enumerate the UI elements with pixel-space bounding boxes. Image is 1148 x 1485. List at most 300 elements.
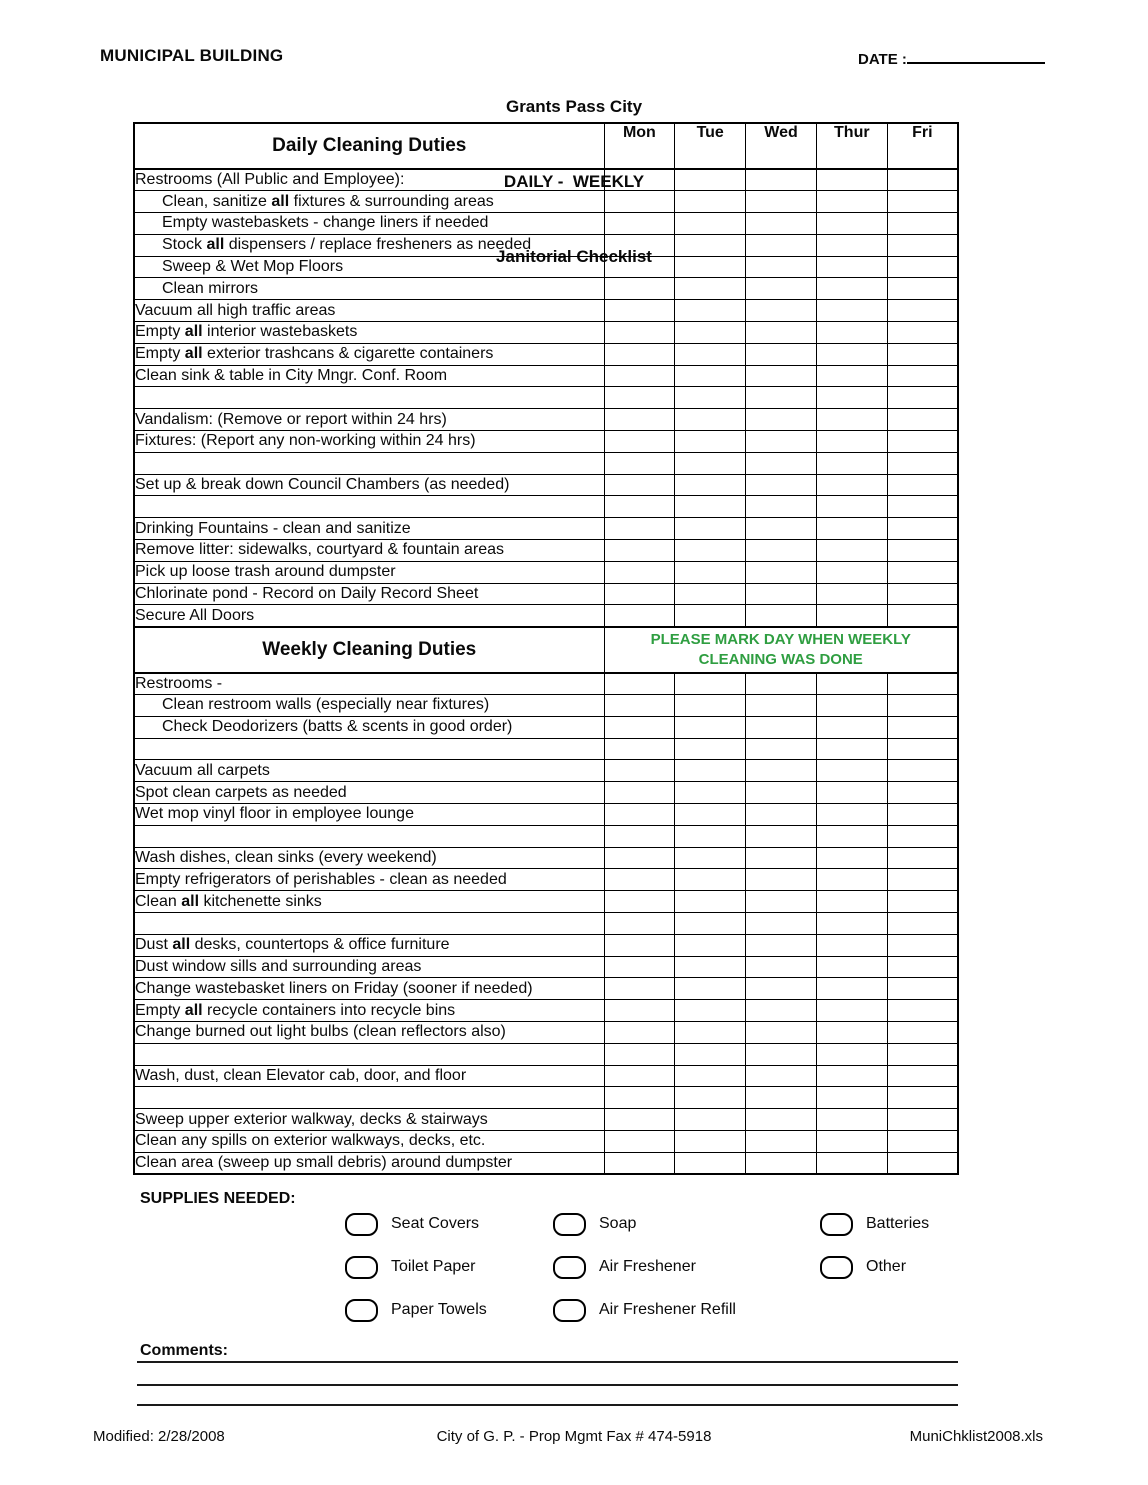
weekly-task-row [134,1021,958,1043]
empty-task-cell [134,1087,604,1109]
day-mark-cell-wed[interactable] [746,782,817,804]
day-mark-cell-mon[interactable] [604,716,675,738]
day-mark-cell-tue[interactable] [675,496,746,518]
task-cell: Stock all dispensers / replace fresheners as needed [134,234,604,256]
day-mark-cell-mon[interactable] [604,1130,675,1152]
comments-rule-line[interactable] [137,1361,958,1363]
day-mark-cell-fri[interactable] [887,518,958,540]
day-mark-cell-tue[interactable] [675,300,746,322]
day-header-tue: Tue [675,123,746,169]
day-mark-cell-tue[interactable] [675,891,746,913]
day-mark-cell-thur[interactable] [816,474,887,496]
day-mark-cell-wed[interactable] [746,1109,817,1131]
day-mark-cell-thur[interactable] [816,561,887,583]
day-mark-cell-mon[interactable] [604,387,675,409]
day-mark-cell-tue[interactable] [675,695,746,717]
supply-checkbox-oval[interactable] [345,1256,378,1279]
day-mark-cell-thur[interactable] [816,716,887,738]
day-mark-cell-tue[interactable] [675,804,746,826]
comments-write-line[interactable] [137,1384,958,1386]
day-mark-cell-fri[interactable] [887,387,958,409]
day-mark-cell-tue[interactable] [675,431,746,453]
day-mark-cell-fri[interactable] [887,1000,958,1022]
day-mark-cell-wed[interactable] [746,322,817,344]
day-mark-cell-thur[interactable] [816,825,887,847]
day-mark-cell-thur[interactable] [816,760,887,782]
daily-blank-row [134,452,958,474]
day-mark-cell-thur[interactable] [816,431,887,453]
day-mark-cell-mon[interactable] [604,343,675,365]
day-mark-cell-fri[interactable] [887,561,958,583]
day-mark-cell-fri[interactable] [887,1152,958,1174]
day-mark-cell-fri[interactable] [887,782,958,804]
day-mark-cell-tue[interactable] [675,847,746,869]
day-mark-cell-wed[interactable] [746,387,817,409]
day-mark-cell-tue[interactable] [675,760,746,782]
day-mark-cell-thur[interactable] [816,256,887,278]
day-mark-cell-tue[interactable] [675,673,746,695]
supply-option [345,1296,487,1324]
day-mark-cell-thur[interactable] [816,365,887,387]
day-mark-cell-tue[interactable] [675,1109,746,1131]
supplies-column-3 [820,1210,929,1296]
day-mark-cell-thur[interactable] [816,804,887,826]
day-mark-cell-tue[interactable] [675,605,746,627]
day-mark-cell-wed[interactable] [746,1087,817,1109]
daily-task-row [134,409,958,431]
day-mark-cell-wed[interactable] [746,213,817,235]
day-mark-cell-mon[interactable] [604,956,675,978]
day-mark-cell-tue[interactable] [675,234,746,256]
supply-checkbox-oval[interactable] [553,1299,586,1322]
task-cell: Clean all kitchenette sinks [134,891,604,913]
task-cell: Clean mirrors [134,278,604,300]
day-mark-cell-thur[interactable] [816,978,887,1000]
day-mark-cell-wed[interactable] [746,474,817,496]
weekly-task-row [134,978,958,1000]
day-mark-cell-thur[interactable] [816,213,887,235]
task-cell: Dust all desks, countertops & office furniture [134,934,604,956]
date-label: DATE : [858,51,907,68]
day-mark-cell-wed[interactable] [746,716,817,738]
task-cell: Clean, sanitize all fixtures & surrounding areas [134,191,604,213]
day-mark-cell-wed[interactable] [746,409,817,431]
day-mark-cell-tue[interactable] [675,540,746,562]
day-mark-cell-tue[interactable] [675,256,746,278]
day-mark-cell-wed[interactable] [746,695,817,717]
day-mark-cell-tue[interactable] [675,956,746,978]
daily-duties-title-row [134,123,958,169]
day-mark-cell-thur[interactable] [816,496,887,518]
day-mark-cell-thur[interactable] [816,540,887,562]
supply-checkbox-oval[interactable] [820,1213,853,1236]
day-mark-cell-thur[interactable] [816,891,887,913]
task-cell: Fixtures: (Report any non-working within 24 hrs) [134,431,604,453]
day-mark-cell-wed[interactable] [746,583,817,605]
day-mark-cell-fri[interactable] [887,913,958,935]
day-mark-cell-wed[interactable] [746,605,817,627]
day-mark-cell-thur[interactable] [816,913,887,935]
weekly-blank-row [134,913,958,935]
supply-option [345,1253,487,1281]
day-mark-cell-wed[interactable] [746,673,817,695]
day-mark-cell-thur[interactable] [816,583,887,605]
day-mark-cell-tue[interactable] [675,782,746,804]
day-mark-cell-mon[interactable] [604,738,675,760]
day-mark-cell-mon[interactable] [604,256,675,278]
day-mark-cell-wed[interactable] [746,1065,817,1087]
day-mark-cell-mon[interactable] [604,1152,675,1174]
day-mark-cell-fri[interactable] [887,431,958,453]
supply-label: Air Freshener [599,1258,696,1275]
empty-task-cell [134,825,604,847]
day-mark-cell-mon[interactable] [604,605,675,627]
day-mark-cell-fri[interactable] [887,605,958,627]
day-mark-cell-tue[interactable] [675,913,746,935]
day-mark-cell-mon[interactable] [604,1087,675,1109]
day-mark-cell-fri[interactable] [887,300,958,322]
day-mark-cell-fri[interactable] [887,1043,958,1065]
day-mark-cell-thur[interactable] [816,1109,887,1131]
day-mark-cell-tue[interactable] [675,869,746,891]
supply-checkbox-oval[interactable] [345,1299,378,1322]
day-mark-cell-tue[interactable] [675,474,746,496]
day-mark-cell-tue[interactable] [675,1043,746,1065]
weekly-task-row [134,869,958,891]
comments-write-line[interactable] [137,1404,958,1406]
daily-blank-row [134,496,958,518]
day-mark-cell-tue[interactable] [675,365,746,387]
weekly-blank-row [134,738,958,760]
weekly-task-row [134,1130,958,1152]
supply-label: Seat Covers [391,1215,480,1232]
day-mark-cell-mon[interactable] [604,782,675,804]
day-mark-cell-wed[interactable] [746,913,817,935]
daily-task-row [134,300,958,322]
task-cell: Empty refrigerators of perishables - clean as needed [134,869,604,891]
day-mark-cell-wed[interactable] [746,300,817,322]
day-mark-cell-wed[interactable] [746,760,817,782]
day-header-thur: Thur [816,123,887,169]
task-cell: Wash dishes, clean sinks (every weekend) [134,847,604,869]
day-mark-cell-tue[interactable] [675,583,746,605]
day-mark-cell-fri[interactable] [887,673,958,695]
day-mark-cell-mon[interactable] [604,673,675,695]
day-mark-cell-fri[interactable] [887,213,958,235]
supply-option [553,1253,736,1281]
day-mark-cell-wed[interactable] [746,1152,817,1174]
day-mark-cell-mon[interactable] [604,300,675,322]
day-mark-cell-thur[interactable] [816,738,887,760]
day-mark-cell-thur[interactable] [816,1130,887,1152]
day-mark-cell-mon[interactable] [604,540,675,562]
day-mark-cell-thur[interactable] [816,343,887,365]
day-mark-cell-wed[interactable] [746,738,817,760]
daily-task-row [134,169,958,191]
day-mark-cell-mon[interactable] [604,825,675,847]
task-cell: Vacuum all high traffic areas [134,300,604,322]
day-mark-cell-tue[interactable] [675,716,746,738]
daily-task-row [134,191,958,213]
date-blank-line[interactable] [907,48,1045,64]
day-mark-cell-thur[interactable] [816,234,887,256]
day-mark-cell-mon[interactable] [604,191,675,213]
day-mark-cell-tue[interactable] [675,409,746,431]
supply-option [345,1210,487,1238]
day-mark-cell-wed[interactable] [746,1021,817,1043]
task-cell: Empty all recycle containers into recycle bins [134,1000,604,1022]
day-mark-cell-tue[interactable] [675,738,746,760]
day-mark-cell-tue[interactable] [675,825,746,847]
day-mark-cell-thur[interactable] [816,387,887,409]
day-mark-cell-mon[interactable] [604,978,675,1000]
day-mark-cell-thur[interactable] [816,191,887,213]
supply-option [820,1210,929,1238]
day-mark-cell-thur[interactable] [816,782,887,804]
day-mark-cell-tue[interactable] [675,169,746,191]
day-mark-cell-tue[interactable] [675,518,746,540]
day-mark-cell-wed[interactable] [746,891,817,913]
daily-task-row [134,256,958,278]
day-mark-cell-wed[interactable] [746,496,817,518]
day-mark-cell-thur[interactable] [816,1000,887,1022]
day-mark-cell-thur[interactable] [816,1152,887,1174]
day-mark-cell-wed[interactable] [746,869,817,891]
day-mark-cell-mon[interactable] [604,474,675,496]
weekly-task-row [134,956,958,978]
day-mark-cell-tue[interactable] [675,278,746,300]
day-mark-cell-tue[interactable] [675,343,746,365]
day-mark-cell-fri[interactable] [887,760,958,782]
day-mark-cell-fri[interactable] [887,409,958,431]
day-mark-cell-thur[interactable] [816,300,887,322]
supply-label: Other [866,1258,907,1275]
day-mark-cell-fri[interactable] [887,191,958,213]
day-mark-cell-tue[interactable] [675,1065,746,1087]
day-mark-cell-mon[interactable] [604,1021,675,1043]
day-mark-cell-mon[interactable] [604,1043,675,1065]
day-mark-cell-fri[interactable] [887,934,958,956]
day-mark-cell-mon[interactable] [604,583,675,605]
day-mark-cell-mon[interactable] [604,760,675,782]
day-mark-cell-fri[interactable] [887,978,958,1000]
day-mark-cell-fri[interactable] [887,738,958,760]
day-mark-cell-fri[interactable] [887,847,958,869]
day-mark-cell-wed[interactable] [746,365,817,387]
day-mark-cell-mon[interactable] [604,891,675,913]
day-mark-cell-mon[interactable] [604,278,675,300]
supply-checkbox-oval[interactable] [345,1213,378,1236]
day-mark-cell-tue[interactable] [675,934,746,956]
day-mark-cell-wed[interactable] [746,540,817,562]
day-mark-cell-fri[interactable] [887,716,958,738]
day-mark-cell-mon[interactable] [604,452,675,474]
day-mark-cell-mon[interactable] [604,1000,675,1022]
day-mark-cell-fri[interactable] [887,825,958,847]
day-mark-cell-thur[interactable] [816,695,887,717]
day-mark-cell-mon[interactable] [604,169,675,191]
task-cell: Empty all interior wastebaskets [134,322,604,344]
day-mark-cell-wed[interactable] [746,343,817,365]
day-mark-cell-thur[interactable] [816,452,887,474]
day-mark-cell-fri[interactable] [887,452,958,474]
day-mark-cell-mon[interactable] [604,561,675,583]
day-mark-cell-tue[interactable] [675,213,746,235]
day-mark-cell-wed[interactable] [746,978,817,1000]
task-cell: Change burned out light bulbs (clean reflectors also) [134,1021,604,1043]
daily-task-row [134,605,958,627]
daily-task-row [134,474,958,496]
day-mark-cell-fri[interactable] [887,474,958,496]
day-mark-cell-fri[interactable] [887,1109,958,1131]
weekly-task-row [134,1000,958,1022]
day-mark-cell-wed[interactable] [746,452,817,474]
day-mark-cell-fri[interactable] [887,365,958,387]
day-mark-cell-thur[interactable] [816,1065,887,1087]
day-mark-cell-fri[interactable] [887,540,958,562]
day-mark-cell-fri[interactable] [887,1087,958,1109]
day-mark-cell-wed[interactable] [746,191,817,213]
day-mark-cell-thur[interactable] [816,278,887,300]
day-mark-cell-tue[interactable] [675,387,746,409]
daily-task-row [134,343,958,365]
day-mark-cell-mon[interactable] [604,496,675,518]
task-cell: Drinking Fountains - clean and sanitize [134,518,604,540]
day-mark-cell-wed[interactable] [746,825,817,847]
day-mark-cell-wed[interactable] [746,431,817,453]
day-mark-cell-wed[interactable] [746,956,817,978]
footer-filename: MuniChklist2008.xls [909,1428,1043,1445]
day-mark-cell-fri[interactable] [887,956,958,978]
day-mark-cell-wed[interactable] [746,256,817,278]
day-mark-cell-tue[interactable] [675,1021,746,1043]
day-mark-cell-fri[interactable] [887,583,958,605]
day-mark-cell-mon[interactable] [604,934,675,956]
day-mark-cell-thur[interactable] [816,1021,887,1043]
weekly-task-row [134,804,958,826]
task-cell: Vandalism: (Remove or report within 24 hrs) [134,409,604,431]
day-mark-cell-mon[interactable] [604,213,675,235]
day-mark-cell-tue[interactable] [675,561,746,583]
day-mark-cell-fri[interactable] [887,496,958,518]
day-mark-cell-mon[interactable] [604,804,675,826]
day-mark-cell-mon[interactable] [604,1065,675,1087]
task-cell: Empty all exterior trashcans & cigarette containers [134,343,604,365]
day-mark-cell-mon[interactable] [604,913,675,935]
supply-checkbox-oval[interactable] [553,1256,586,1279]
day-mark-cell-mon[interactable] [604,409,675,431]
day-mark-cell-thur[interactable] [816,518,887,540]
task-cell: Spot clean carpets as needed [134,782,604,804]
day-mark-cell-fri[interactable] [887,1130,958,1152]
day-mark-cell-thur[interactable] [816,869,887,891]
day-mark-cell-thur[interactable] [816,1043,887,1065]
day-mark-cell-wed[interactable] [746,804,817,826]
day-mark-cell-fri[interactable] [887,1021,958,1043]
day-mark-cell-mon[interactable] [604,1109,675,1131]
day-mark-cell-thur[interactable] [816,322,887,344]
day-mark-cell-tue[interactable] [675,1152,746,1174]
day-mark-cell-wed[interactable] [746,234,817,256]
supply-checkbox-oval[interactable] [553,1213,586,1236]
day-mark-cell-thur[interactable] [816,673,887,695]
day-mark-cell-fri[interactable] [887,869,958,891]
day-mark-cell-fri[interactable] [887,695,958,717]
day-mark-cell-fri[interactable] [887,169,958,191]
weekly-task-row [134,716,958,738]
day-mark-cell-tue[interactable] [675,191,746,213]
day-mark-cell-wed[interactable] [746,934,817,956]
day-mark-cell-thur[interactable] [816,409,887,431]
day-mark-cell-tue[interactable] [675,1130,746,1152]
day-mark-cell-tue[interactable] [675,1000,746,1022]
day-header-mon: Mon [604,123,675,169]
day-mark-cell-thur[interactable] [816,605,887,627]
daily-task-row [134,322,958,344]
day-mark-cell-wed[interactable] [746,847,817,869]
weekly-task-row [134,1152,958,1174]
day-mark-cell-thur[interactable] [816,956,887,978]
day-mark-cell-wed[interactable] [746,278,817,300]
task-cell: Sweep & Wet Mop Floors [134,256,604,278]
day-mark-cell-mon[interactable] [604,847,675,869]
weekly-blank-row [134,1043,958,1065]
day-mark-cell-wed[interactable] [746,561,817,583]
day-mark-cell-wed[interactable] [746,1000,817,1022]
day-mark-cell-mon[interactable] [604,695,675,717]
day-mark-cell-mon[interactable] [604,234,675,256]
day-mark-cell-fri[interactable] [887,278,958,300]
day-mark-cell-mon[interactable] [604,431,675,453]
day-mark-cell-thur[interactable] [816,169,887,191]
day-mark-cell-mon[interactable] [604,365,675,387]
day-mark-cell-tue[interactable] [675,452,746,474]
day-header-wed: Wed [746,123,817,169]
task-cell: Restrooms - [134,673,604,695]
empty-task-cell [134,738,604,760]
day-mark-cell-fri[interactable] [887,891,958,913]
supply-option [553,1296,736,1324]
day-mark-cell-fri[interactable] [887,343,958,365]
supply-label: Air Freshener Refill [599,1301,736,1318]
day-mark-cell-fri[interactable] [887,1065,958,1087]
weekly-task-row [134,760,958,782]
day-mark-cell-wed[interactable] [746,1130,817,1152]
day-mark-cell-thur[interactable] [816,1087,887,1109]
day-mark-cell-thur[interactable] [816,847,887,869]
day-mark-cell-wed[interactable] [746,1043,817,1065]
day-header-fri: Fri [887,123,958,169]
day-mark-cell-mon[interactable] [604,518,675,540]
task-cell: Vacuum all carpets [134,760,604,782]
empty-task-cell [134,1043,604,1065]
day-mark-cell-tue[interactable] [675,978,746,1000]
day-mark-cell-thur[interactable] [816,934,887,956]
empty-task-cell [134,913,604,935]
day-mark-cell-wed[interactable] [746,169,817,191]
day-mark-cell-fri[interactable] [887,322,958,344]
day-mark-cell-wed[interactable] [746,518,817,540]
day-mark-cell-tue[interactable] [675,1087,746,1109]
day-mark-cell-mon[interactable] [604,322,675,344]
day-mark-cell-fri[interactable] [887,256,958,278]
day-mark-cell-fri[interactable] [887,804,958,826]
day-mark-cell-mon[interactable] [604,869,675,891]
day-mark-cell-tue[interactable] [675,322,746,344]
supply-checkbox-oval[interactable] [820,1256,853,1279]
day-mark-cell-fri[interactable] [887,234,958,256]
supply-option [553,1210,736,1238]
